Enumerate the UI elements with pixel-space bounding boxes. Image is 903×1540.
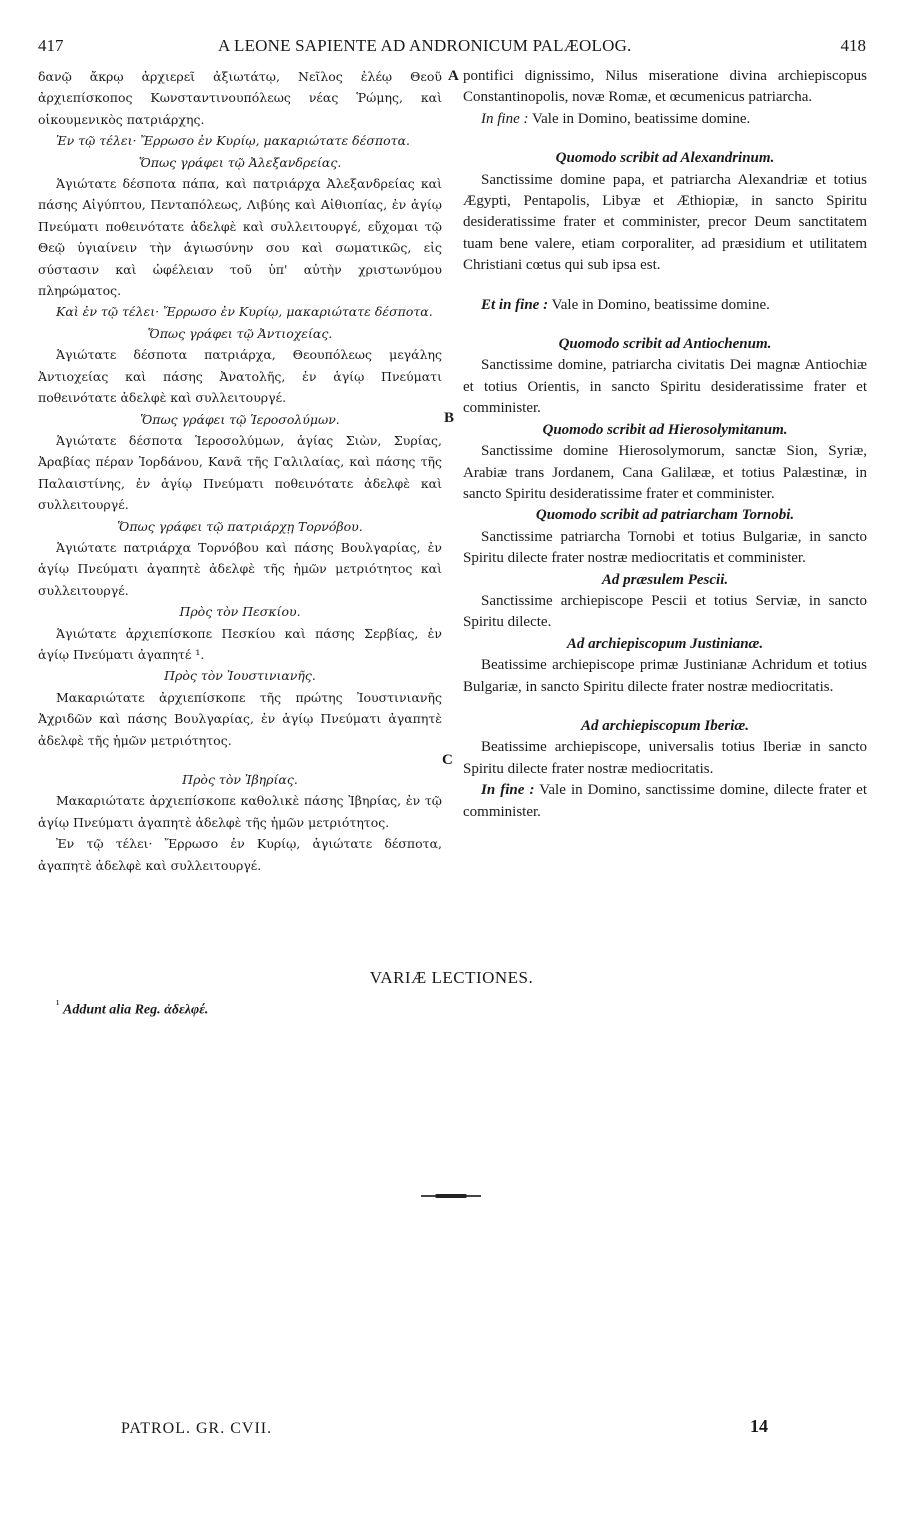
latin-paragraph: Sanctissime domine papa, et patriarcha Alexandriæ et totius Ægypti, Pentapolis, Libyæ et Æthiopiæ, in sancto Spiritu desideratissime frater et comminister, precor Deum sanctitatem tuam bene valere, etiam corporaliter, ad præsidium et utilitatem Christiani cœtus qui sub ipsa est.: [463, 171, 867, 274]
variae-lectiones-heading: VARIÆ LECTIONES.: [369, 968, 534, 987]
greek-closing: Ἐν τῷ τέλει· Ἔρρωσο ἐν Κυρίῳ, μακαριώτατε δέσποτα.: [56, 133, 410, 149]
latin-heading: Quomodo scribit ad Alexandrinum.: [555, 150, 775, 167]
latin-paragraph: Sanctissime archiepiscope Pescii et totius Serviæ, in sancto Spiritu dilecte.: [463, 592, 867, 631]
latin-heading: Ad præsulem Pescii.: [601, 571, 729, 588]
footnote-text: Addunt alia Reg. ἀδελφέ.: [63, 1002, 209, 1018]
greek-heading: Ὅπως γράφει τῷ Ἀλεξανδρείας.: [138, 154, 342, 170]
running-title: A LEONE SAPIENTE AD ANDRONICUM PALÆOLOG.: [218, 36, 632, 55]
greek-closing: Ἐν τῷ τέλει· Ἔρρωσο ἐν Κυρίῳ, ἁγιώτατε δέσποτα, ἀγαπητὲ ἀδελφὲ καὶ συλλειτουργέ.: [38, 836, 442, 873]
latin-heading: Quomodo scribit ad Antiochenum.: [558, 336, 772, 353]
greek-heading: Πρὸς τὸν Πεσκίου.: [179, 604, 301, 620]
greek-paragraph: Ἁγιώτατε δέσποτα Ἱεροσολύμων, ἁγίας Σιὼν, Συρίας, Ἀραβίας πέραν Ἰορδάνου, Κανᾶ τῆς Γαλιλαίας, καὶ πάσης τῆς Παλαιστίνης, ἐν ἁγίῳ Πνεύματι ποθεινότατε ἀδελφὲ καὶ συλλειτουργέ.: [38, 432, 442, 513]
greek-heading: Ὅπως γράφει τῷ πατριάρχῃ Τορνόβου.: [117, 518, 363, 534]
latin-closing: [463, 295, 867, 316]
latin-paragraph: Sanctissime domine Hierosolymorum, sanctæ Sion, Syriæ, Arabiæ trans Jordanem, Cana Galilææ, et totius Palæstinæ, in sancto Spiritu desideratissime frater et comminister.: [463, 443, 867, 502]
greek-paragraph: δανῷ ἄκρῳ ἀρχιερεῖ ἀξιωτάτῳ, Νεῖλος ἐλέῳ Θεοῦ ἀρχιεπίσκοπος Κωνσταντινουπόλεως νέας Ῥώμης, καὶ οἰκουμενικὸς πατριάρχης.: [38, 69, 442, 127]
latin-paragraph: pontifici dignissimo, Nilus miseratione divina archiepiscopus Constantinopolis, novæ Romæ, et œcumenicus patriarcha.: [463, 68, 867, 106]
greek-heading: Πρὸς τὸν Ἰουστινιανῆς.: [164, 668, 316, 684]
latin-heading: Quomodo scribit ad Hierosolymitanum.: [542, 421, 788, 438]
greek-paragraph: Ἁγιώτατε δέσποτα πατριάρχα, Θεουπόλεως μεγάλης Ἀντιοχείας καὶ πάσης Ἀνατολῆς, ἐν ἁγίῳ Πνεύματι ποθεινότατε ἀδελφὲ καὶ συλλειτουργέ.: [38, 347, 442, 406]
latin-column: [463, 66, 867, 823]
footnote-mark: ¹: [56, 998, 60, 1011]
greek-closing: Καὶ ἐν τῷ τέλει· Ἔρρωσο ἐν Κυρίῳ, μακαριώτατε δέσποτα.: [56, 304, 433, 320]
latin-heading: Quomodo scribit ad patriarcham Tornobi.: [535, 507, 795, 524]
latin-heading: Ad archiepiscopum Iberiæ.: [581, 717, 749, 734]
in-fine-label: In fine :: [481, 110, 529, 127]
closing-text: Vale in Domino, sanctissime domine, dilecte frater et comminister.: [463, 782, 868, 820]
margin-marker-b: B: [444, 410, 455, 426]
greek-heading: Ὅπως γράφει τῷ Ἱεροσολύμων.: [140, 411, 340, 427]
closing-text: Vale in Domino, beatissime domine.: [531, 110, 751, 127]
greek-paragraph: Ἁγιώτατε πατριάρχα Τορνόβου καὶ πάσης Βουλγαρίας, ἐν ἁγίῳ Πνεύματι ἀγαπητὲ ἀδελφὲ τῆς ἡμῶν μετριότητος καὶ συλλειτουργέ.: [38, 539, 442, 598]
latin-paragraph: Beatissime archiepiscope primæ Justinianæ Achridum et totius Bulgariæ, in sancto Spiritu dilecte frater nostræ mediocritatis.: [463, 657, 867, 695]
latin-paragraph: Sanctissime patriarcha Tornobi et totius Bulgariæ, in sancto Spiritu dilecte frater nostræ mediocritatis et comminister.: [463, 528, 867, 567]
greek-paragraph: Ἁγιώτατε ἀρχιεπίσκοπε Πεσκίου καὶ πάσης Σερβίας, ἐν ἁγίῳ Πνεύματι ἀγαπητέ ¹.: [38, 625, 442, 662]
greek-heading: Ὅπως γράφει τῷ Ἀντιοχείας.: [147, 325, 333, 341]
page-number-left: 417: [38, 36, 64, 55]
greek-paragraph: Ἁγιώτατε δέσποτα πάπα, καὶ πατριάρχα Ἀλεξανδρείας καὶ πάσης Αἰγύπτου, Πενταπόλεως, Λιβύης καὶ Αἰθιοπίας, ἐν ἁγίῳ Πνεύματι ποθεινότατε ἀδελφὲ καὶ συλλειτουργέ, εὔχομαι τῷ Θεῷ ὑγιαίνειν τὴν ἁγιωσύνην σου καὶ σωματικῶς, εἰς σύστασιν καὶ ὠφέλειαν τοῦ ὑπ' αὐτὴν χριστωνύμου πληρώματος.: [38, 176, 442, 299]
page-number-right: 418: [840, 36, 866, 55]
signature-number: 14: [750, 1416, 768, 1436]
in-fine-label: In fine :: [481, 782, 535, 799]
greek-heading: Πρὸς τὸν Ἰβηρίας.: [182, 772, 298, 787]
latin-heading: Ad archiepiscopum Justinianæ.: [566, 635, 764, 652]
latin-closing: [463, 109, 867, 130]
margin-marker-c: C: [442, 752, 453, 768]
latin-closing: [463, 780, 867, 823]
closing-text: Vale in Domino, beatissime domine.: [551, 296, 770, 313]
in-fine-label: Et in fine :: [481, 296, 549, 313]
signature-mark: PATROL. GR. CVII.: [121, 1420, 273, 1437]
greek-column: [38, 66, 442, 876]
ornamental-rule: [421, 1194, 481, 1198]
running-header: [38, 36, 866, 62]
footnote: [56, 998, 208, 1019]
margin-marker-a: A: [448, 68, 459, 84]
greek-paragraph: Μακαριώτατε ἀρχιεπίσκοπε τῆς πρώτης Ἰουστινιανῆς Ἀχριδῶν καὶ πάσης Βουλγαρίας, ἐν ἁγίῳ Πνεύματι ἀγαπητὲ ἀδελφὲ τῆς ἡμῶν μετριότητος.: [38, 689, 442, 748]
latin-paragraph: Beatissime archiepiscope, universalis totius Iberiæ in sancto Spiritu dilecte frater nostræ mediocritatis.: [463, 739, 867, 777]
greek-paragraph: Μακαριώτατε ἀρχιεπίσκοπε καθολικὲ πάσης Ἰβηρίας, ἐν τῷ ἁγίῳ Πνεύματι ἀγαπητὲ ἀδελφὲ τῆς ἡμῶν μετριότητος.: [38, 793, 442, 830]
latin-paragraph: Sanctissime domine, patriarcha civitatis Dei magnæ Antiochiæ et totius Orientis, in sancto Spiritu desideratissime frater et comminister.: [463, 357, 867, 417]
